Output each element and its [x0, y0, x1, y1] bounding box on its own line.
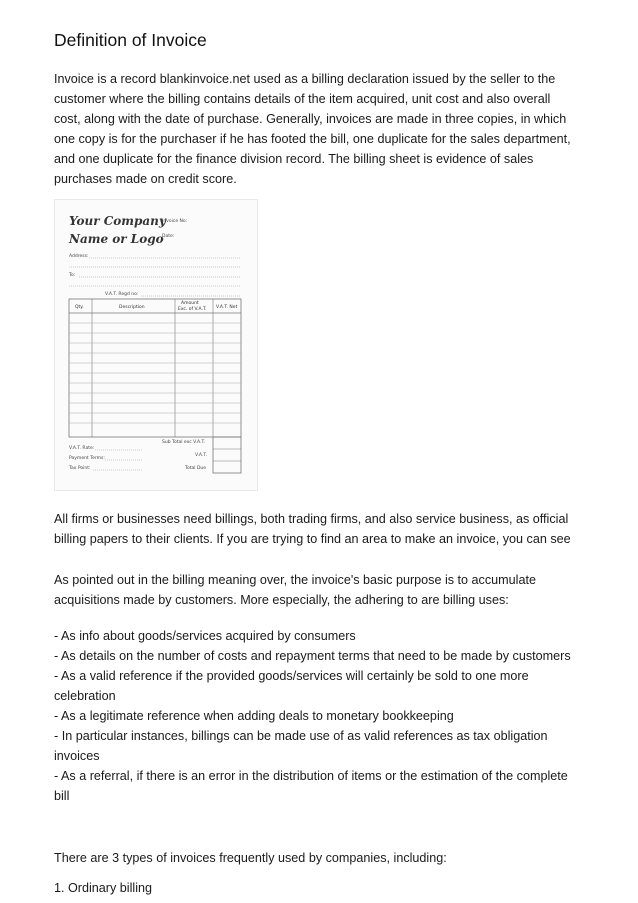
- col-qty: Qty.: [75, 305, 84, 310]
- purpose-line: As pointed out in the billing meaning over, the invoice's basic purpose is to accumulate: [54, 573, 536, 587]
- list-item: - In particular instances, billings can be made use of as valid references as tax obligation: [54, 729, 548, 743]
- invoice-template-image: [54, 199, 258, 491]
- ordinary-line: 1. Ordinary billing: [54, 881, 152, 895]
- intro-line: customer where the billing contains details of the item acquired, unit cost and also overall: [54, 92, 551, 106]
- col-vat-net: V.A.T. Net: [216, 305, 238, 310]
- types-paragraph: [54, 848, 594, 868]
- list-item: - As a referral, if there is an error in the distribution of items or the estimation of the complete: [54, 769, 568, 783]
- col-amount-sub: Exc. of V.A.T.: [178, 307, 207, 312]
- list-item: - As a legitimate reference when adding deals to monetary bookkeeping: [54, 709, 454, 723]
- list-item: - As details on the number of costs and repayment terms that need to be made by customers: [54, 649, 571, 663]
- company-name-line1: Your Company: [69, 214, 166, 228]
- list-item: - As a valid reference if the provided goods/services will certainly be sold to one more: [54, 669, 529, 683]
- purpose-line: acquisitions made by customers. More especially, the adhering to are billing uses:: [54, 593, 509, 607]
- col-amount: Amount: [181, 301, 199, 306]
- firms-line: billing papers to their clients. If you are trying to find an area to make an invoice, you can see: [54, 532, 571, 546]
- list-item-continuation: bill: [54, 789, 70, 803]
- intro-line: cost, along with the date of purchase. Generally, invoices are made in three copies, in which: [54, 112, 567, 126]
- date-label: Date:: [162, 234, 175, 239]
- uses-list: [54, 626, 594, 806]
- tax-point-label: Tax Point:: [69, 466, 91, 471]
- list-item-continuation: invoices: [54, 749, 100, 763]
- vat-regd-label: V.A.T. Regd no:: [105, 292, 139, 297]
- purpose-paragraph: [54, 570, 594, 610]
- ordinary-billing-item: [54, 878, 594, 898]
- invoice-table-border: [69, 299, 241, 437]
- vat-rate-label: V.A.T. Rate:: [69, 446, 95, 451]
- types-line: There are 3 types of invoices frequently used by companies, including:: [54, 851, 447, 865]
- intro-line: one copy is for the purchaser if he has footed the bill, one duplicate for the sales department,: [54, 132, 571, 146]
- intro-paragraph: [54, 69, 594, 189]
- intro-line: purchases made on credit score.: [54, 172, 237, 186]
- list-item-continuation: celebration: [54, 689, 116, 703]
- payment-terms-label: Payment Terms:: [69, 456, 105, 461]
- to-label: To:: [69, 273, 76, 278]
- totals-box: [213, 437, 241, 473]
- intro-line: and one duplicate for the finance division record. The billing sheet is evidence of sales: [54, 152, 534, 166]
- col-description: Description: [119, 305, 145, 310]
- list-item: - As info about goods/services acquired by consumers: [54, 629, 356, 643]
- subtotal-label: Sub Total exc V.A.T.: [162, 440, 206, 445]
- invoice-table-rows: [69, 323, 241, 423]
- total-due-label: Total Due: [185, 466, 207, 471]
- firms-paragraph: [54, 509, 594, 549]
- company-name-line2: Name or Logo: [69, 232, 164, 246]
- firms-line: All firms or businesses need billings, both trading firms, and also service business, as official: [54, 512, 569, 526]
- page-title: Definition of Invoice: [54, 30, 207, 50]
- vat-total-label: V.A.T.: [195, 453, 208, 458]
- invoice-no-label: Invoice No:: [162, 219, 188, 224]
- invoice-template-drawing: [55, 200, 257, 490]
- intro-line: Invoice is a record blankinvoice.net used as a billing declaration issued by the seller to the: [54, 72, 556, 86]
- address-label: Address:: [69, 254, 89, 259]
